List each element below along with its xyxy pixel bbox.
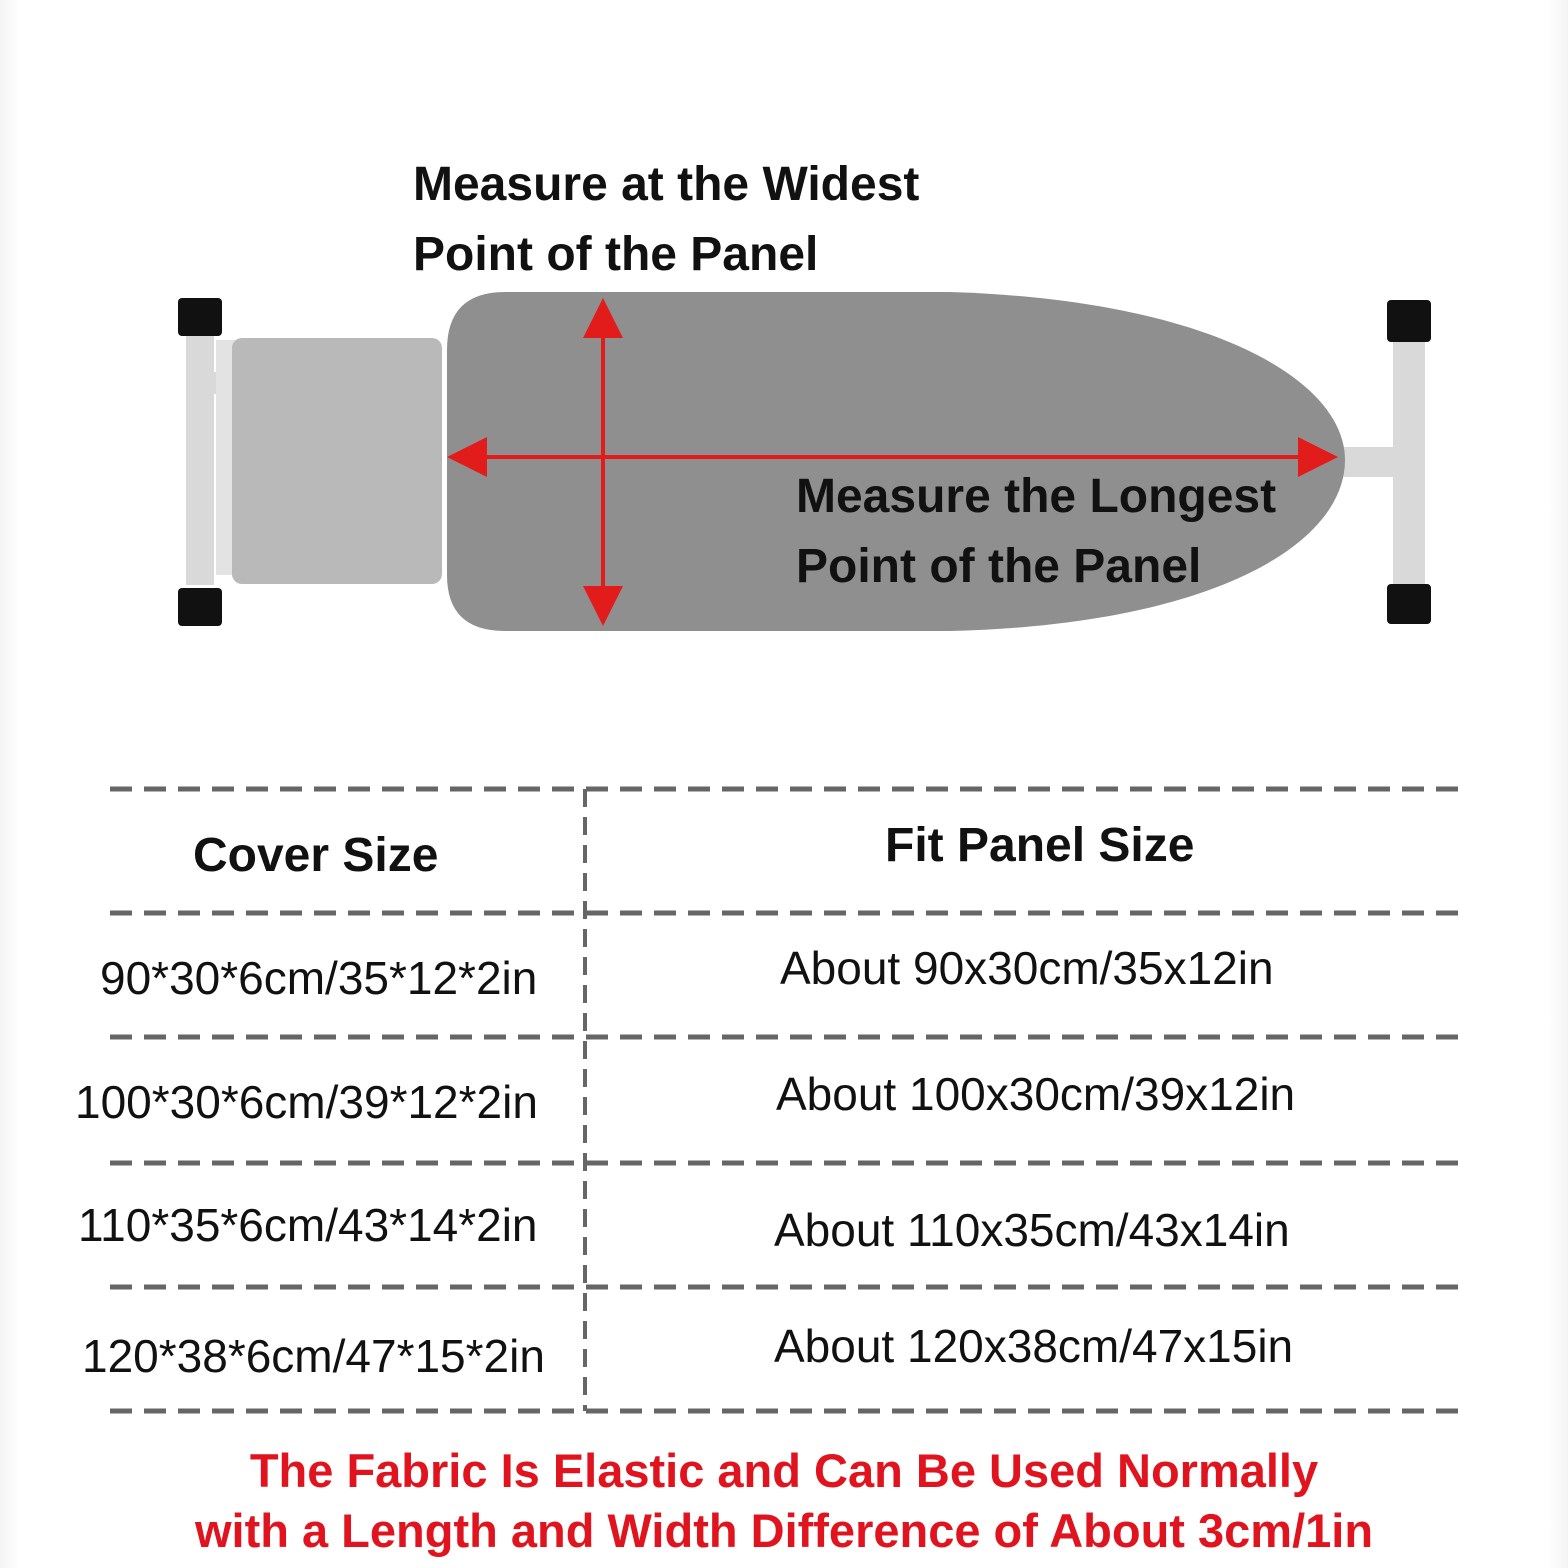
row-3-cover: 110*35*6cm/43*14*2in [78,1199,538,1251]
row-1-cover: 90*30*6cm/35*12*2in [100,952,538,1004]
note-line-2: with a Length and Width Difference of About 3cm/1in [194,1504,1374,1557]
header-fit-panel-size: Fit Panel Size [885,819,1195,872]
row-1-fit: About 90x30cm/35x12in [780,942,1274,994]
row-4-fit: About 120x38cm/47x15in [774,1320,1294,1372]
widest-label-line-2: Point of the Panel [413,228,819,281]
row-4-cover: 120*38*6cm/47*15*2in [82,1330,545,1382]
row-3-fit: About 110x35cm/43x14in [774,1204,1290,1256]
row-2-cover: 100*30*6cm/39*12*2in [75,1076,538,1128]
row-2-fit: About 100x30cm/39x12in [776,1068,1296,1120]
header-cover-size: Cover Size [193,829,439,882]
widest-label-line-1: Measure at the Widest [413,158,920,211]
longest-label-line-1: Measure the Longest [796,470,1277,523]
note-line-1: The Fabric Is Elastic and Can Be Used Normally [249,1444,1319,1497]
longest-label-line-2: Point of the Panel [796,540,1202,593]
